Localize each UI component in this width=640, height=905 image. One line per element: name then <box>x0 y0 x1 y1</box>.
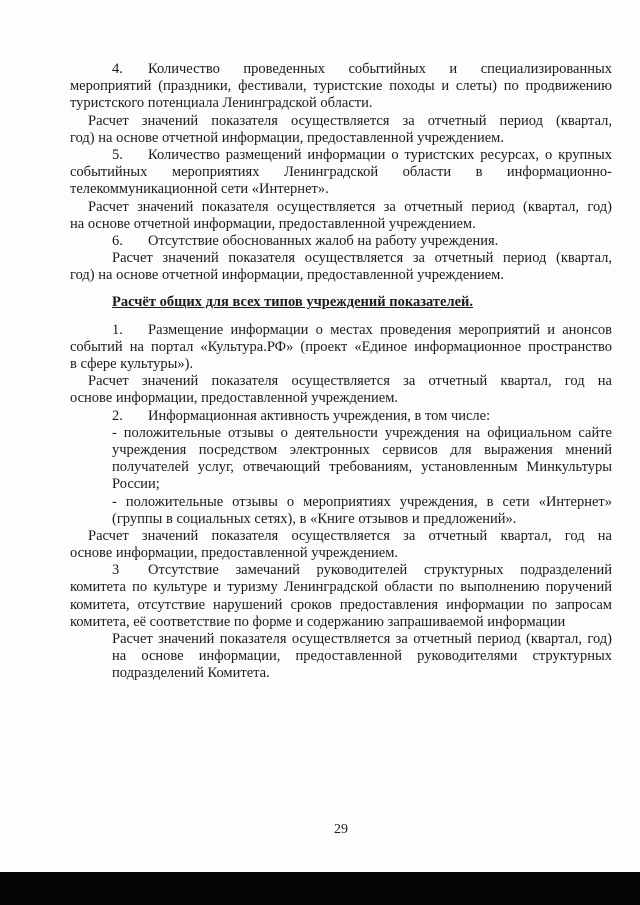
item-first-line <box>70 562 612 579</box>
text-line: - положительные отзывы о деятельности учреждения на официальном сайте <box>112 424 612 441</box>
scan-border <box>0 872 640 905</box>
text-line: Отсутствие обоснованных жалоб на работу учреждения. <box>148 232 499 249</box>
text-line: событийных мероприятиях Ленинградской области в информационно- <box>70 164 612 181</box>
text-line: мероприятий (праздники, фестивали, туристские походы и слеты) по продвижению <box>70 78 612 95</box>
indicator-item <box>70 147 612 199</box>
calculation-note <box>70 373 612 407</box>
indicator-item <box>70 562 612 631</box>
text-line: в сфере культуры»). <box>70 356 194 372</box>
text-line: комитета, её соответствие по форме и содержанию запрашиваемой информации <box>70 613 566 630</box>
item-number: 5. <box>112 146 123 163</box>
text-line: основе информации, предоставленной учреждением. <box>70 545 399 562</box>
text-line: Расчет значений показателя осуществляется за отчетный период (квартал, <box>88 112 612 129</box>
text-line: учреждения посредством электронных сервисов для выражения мнений <box>112 441 612 458</box>
text-line: Размещение информации о местах проведения мероприятий и анонсов <box>148 321 612 338</box>
page-number: 29 <box>334 822 348 837</box>
section-heading: Расчёт общих для всех типов учреждений показателей. <box>112 294 474 311</box>
text-line: получателей услуг, отвечающий требованиям, установленным Минкультуры <box>112 459 612 476</box>
text-line: Расчет значений показателя осуществляется за отчетный период (квартал, год) <box>112 631 612 647</box>
text-line: Расчет значений показателя осуществляется за отчетный квартал, год на <box>88 373 612 390</box>
text-line: комитета, отсутствие нарушений сроков предоставления информации по запросам <box>70 596 612 613</box>
calculation-note <box>70 250 612 284</box>
item-first-line <box>70 233 612 250</box>
text-line: Расчет значений показателя осуществляется за отчетный период (квартал, <box>112 250 612 267</box>
bullet-item <box>70 425 612 494</box>
text-line: Количество размещений информации о туристских ресурсах, о крупных <box>148 146 612 163</box>
text-line: Отсутствие замечаний руководителей структурных подразделений <box>148 562 612 579</box>
item-number: 4. <box>112 61 123 77</box>
text-line: - положительные отзывы о мероприятиях учреждения, в сети «Интернет» <box>112 493 612 510</box>
indicator-item <box>70 233 612 250</box>
document-body <box>70 61 612 683</box>
indicator-item <box>70 61 612 113</box>
text-line: Количество проведенных событийных и специализированных <box>148 61 612 77</box>
item-first-line <box>70 147 612 164</box>
calculation-note <box>70 199 612 233</box>
item-first-line <box>70 322 612 339</box>
item-first-line <box>70 408 612 425</box>
bullet-item <box>70 494 612 528</box>
text-line: комитета по культуре и туризму Ленинградской области по выполнению поручений <box>70 579 612 596</box>
text-line: Информационная активность учреждения, в том числе: <box>148 407 491 424</box>
indicator-item <box>70 322 612 374</box>
item-number: 6. <box>112 232 123 249</box>
text-line: на основе отчетной информации, предоставленной учреждением. <box>70 215 476 232</box>
text-line: Расчет значений показателя осуществляется за отчетный период (квартал, год) <box>88 198 612 215</box>
item-first-line <box>70 61 612 78</box>
item-number: 1. <box>112 321 123 338</box>
item-number: 3 <box>112 562 120 579</box>
text-line: событий на портал «Культура.РФ» (проект «Единое информационное пространство <box>70 338 612 355</box>
text-line: на основе информации, предоставленной руководителями структурных <box>112 648 612 665</box>
text-line: год) на основе отчетной информации, предоставленной учреждением. <box>70 267 504 284</box>
calculation-note <box>70 113 612 147</box>
text-line: (группы в социальных сетях), в «Книге отзывов и предложений». <box>112 510 517 527</box>
calculation-note <box>70 528 612 562</box>
text-line: год) на основе отчетной информации, предоставленной учреждением. <box>70 129 504 146</box>
text-line: телекоммуникационной сети «Интернет». <box>70 181 329 198</box>
text-line: туристского потенциала Ленинградской области. <box>70 95 373 112</box>
calculation-note <box>70 631 612 683</box>
text-line: основе информации, предоставленной учреждением. <box>70 390 399 407</box>
text-line: Расчет значений показателя осуществляется за отчетный квартал, год на <box>88 527 612 544</box>
item-number: 2. <box>112 407 123 424</box>
indicator-item <box>70 408 612 425</box>
text-line: подразделений Комитета. <box>112 665 270 682</box>
text-line: России; <box>112 476 160 493</box>
